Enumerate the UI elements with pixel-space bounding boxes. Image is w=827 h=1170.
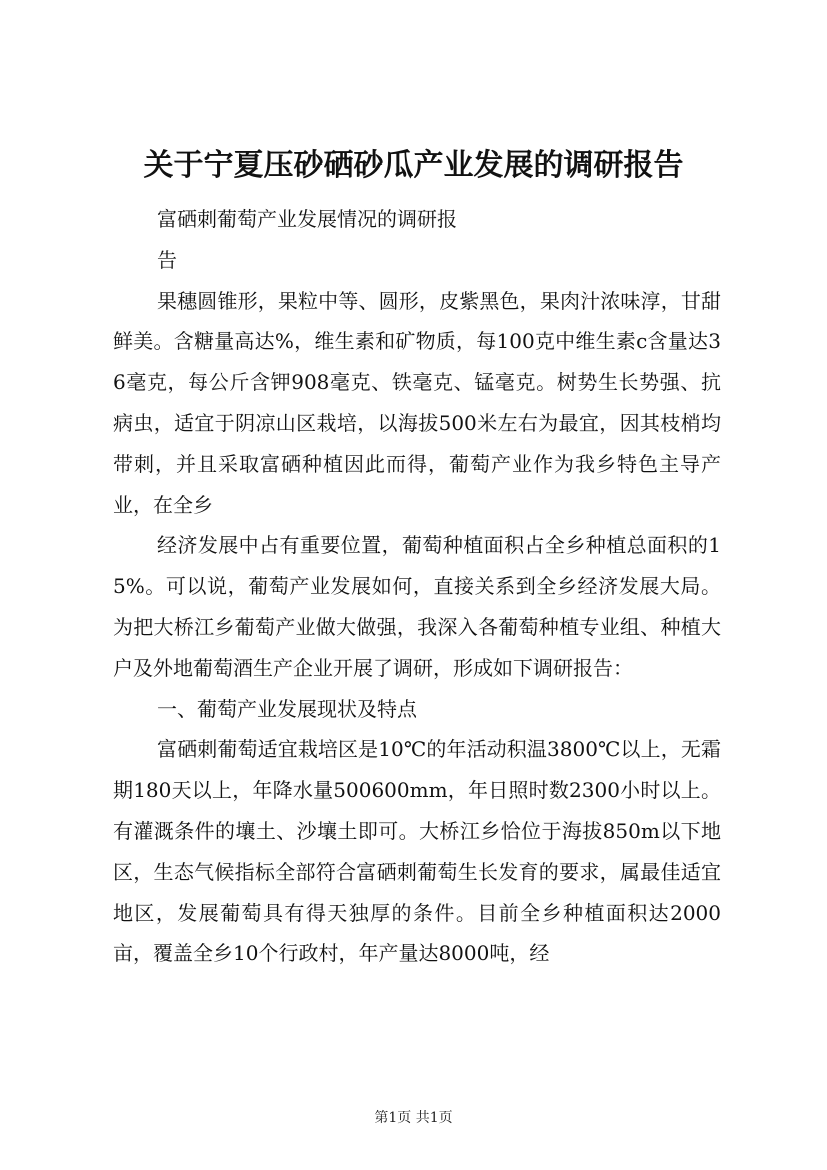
paragraph-subtitle-cont: 告 [157, 247, 177, 272]
paragraph-economic-importance: 经济发展中占有重要位置，葡萄种植面积占全乡种植总面积的15%。可以说，葡萄产业发展如何，直接关系到全乡经济发展大局。为把大桥江乡葡萄产业做大做强，我深入各葡萄种植专业组、种植大户及外地葡萄酒生产企业开展了调研，形成如下调研报告： [113, 533, 721, 680]
page-footer: 第1页 共1页 [374, 1110, 453, 1126]
section-heading-status: 一、葡萄产业发展现状及特点 [157, 696, 417, 721]
paragraph-subtitle: 富硒刺葡萄产业发展情况的调研报 [157, 207, 457, 231]
document-title: 关于宁夏压砂硒砂瓜产业发展的调研报告 [143, 148, 684, 183]
paragraph-growing-conditions: 富硒刺葡萄适宜栽培区是10℃的年活动积温3800℃以上，无霜期180天以上，年降水量500600mm，年日照时数2300小时以上。有灌溉条件的壤土、沙壤土即可。大桥江乡恰位于海拔850m以下地区，生态气候指标全部符合富硒刺葡萄生长发育的要求，属最佳适宜地区，发展葡萄具有得天独厚的条件。目前全乡种植面积达2000亩，覆盖全乡10个行政村，年产量达8000吨，经 [113, 737, 721, 966]
document-body [113, 199, 721, 974]
paragraph-grape-description: 果穗圆锥形，果粒中等、圆形，皮紫黑色，果肉汁浓味淳，甘甜鲜美。含糖量高达%，维生素和矿物质，每100克中维生素c含量达36毫克，每公斤含钾908毫克、铁毫克、锰毫克。树势生长势强、抗病虫，适宜于阴凉山区栽培，以海拔500米左右为最宜，因其枝梢均带刺，并且采取富硒种植因此而得，葡萄产业作为我乡特色主导产业，在全乡 [113, 288, 721, 517]
